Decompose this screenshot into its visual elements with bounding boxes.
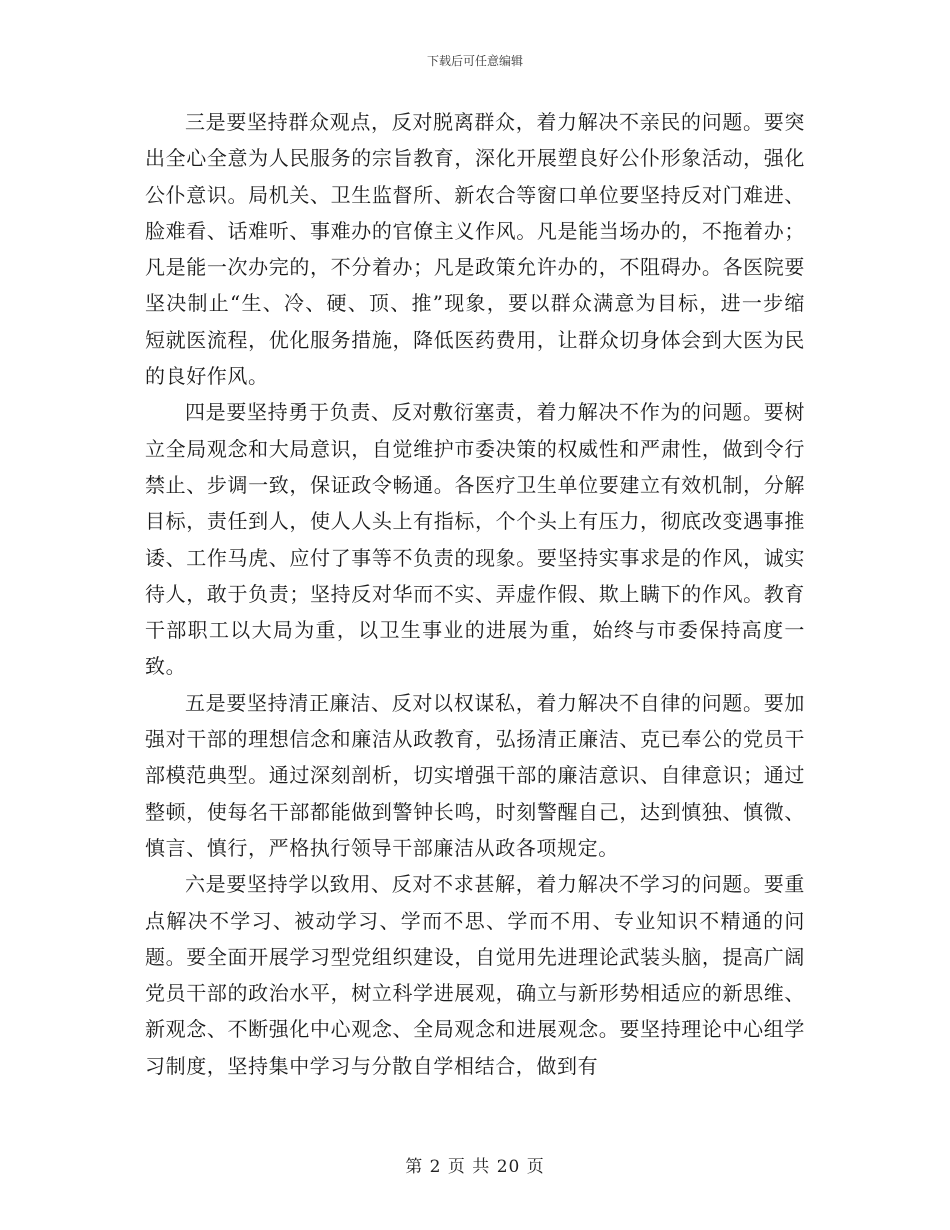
paragraph-4: 四是要坚持勇于负责、反对敷衍塞责，着力解决不作为的问题。要树立全局观念和大局意识，自觉维护市委决策的权威性和严肃性，做到令行禁止、步调一致，保证政令畅通。各医疗卫生单位要建立有效机制，分解目标，责任到人，使人人头上有指标，个个头上有压力，彻底改变遇事推诿、工作马虎、应付了事等不负责的现象。要坚持实事求是的作风，诚实待人，敢于负责；坚持反对华而不实、弄虚作假、欺上瞒下的作风。教育干部职工以大局为重，以卫生事业的进展为重，始终与市委保持高度一致。 [145,400,805,679]
document-body [145,104,805,1084]
paragraph-5: 五是要坚持清正廉洁、反对以权谋私，着力解决不自律的问题。要加强对干部的理想信念和廉洁从政教育，弘扬清正廉洁、克已奉公的党员干部模范典型。通过深刻剖析，切实增强干部的廉洁意识、自律意识；通过整顿，使每名干部都能做到警钟长鸣，时刻警醒自己，达到慎独、慎微、慎言、慎行，严格执行领导干部廉洁从政各项规定。 [145,690,805,860]
paragraph-6: 六是要坚持学以致用、反对不求甚解，着力解决不学习的问题。要重点解决不学习、被动学习、学而不思、学而不用、专业知识不精通的问题。要全面开展学习型党组织建设，自觉用先进理论武装头脑，提高广阔党员干部的政治水平，树立科学进展观，确立与新形势相适应的新思维、新观念、不断强化中心观念、全局观念和进展观念。要坚持理论中心组学习制度，坚持集中学习与分散自学相结合，做到有 [145,872,805,1078]
page-number-footer: 第 2 页 共 20 页 [405,1157,545,1177]
paragraph-3: 三是要坚持群众观点，反对脱离群众，着力解决不亲民的问题。要突出全心全意为人民服务的宗旨教育，深化开展塑良好公仆形象活动，强化公仆意识。局机关、卫生监督所、新农合等窗口单位要坚持反对门难进、脸难看、话难听、事难办的官僚主义作风。凡是能当场办的，不拖着办；凡是能一次办完的，不分着办；凡是政策允许办的，不阻碍办。各医院要坚决制止“生、冷、硬、顶、推”现象，要以群众满意为目标，进一步缩短就医流程，优化服务措施，降低医药费用，让群众切身体会到大医为民的良好作风。 [145,110,805,389]
header-note: 下载后可任意编辑 [426,54,523,68]
